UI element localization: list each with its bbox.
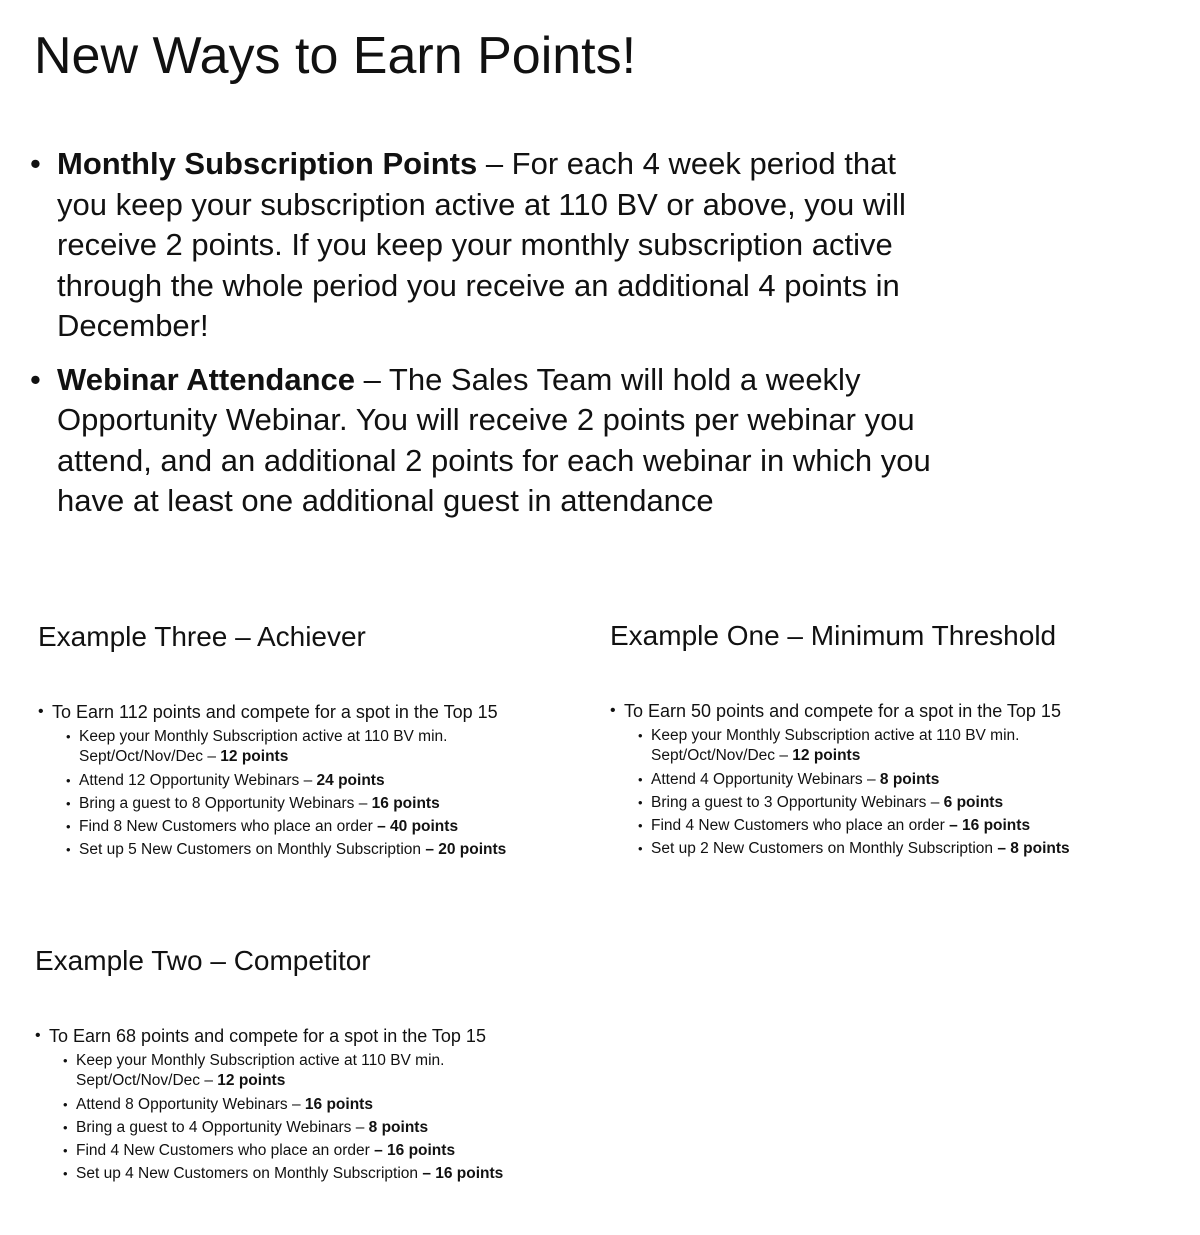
item-text: Sept/Oct/Nov/Dec –	[79, 748, 221, 766]
list-item	[638, 770, 1070, 790]
example-three-panel	[38, 620, 506, 860]
list-item	[66, 840, 506, 860]
item-text: Bring a guest to 8 Opportunity Webinars –	[79, 794, 372, 812]
item-text-line2	[79, 747, 506, 767]
list-item	[66, 727, 506, 767]
item-text-line2	[76, 1071, 503, 1091]
item-text: Attend 12 Opportunity Webinars –	[79, 771, 317, 789]
example-two-panel	[35, 944, 503, 1184]
item-points: 6 points	[943, 793, 1004, 811]
bullet-icon: •	[638, 771, 643, 787]
item-text: Keep your Monthly Subscription active at 110 BV min.	[76, 1052, 445, 1070]
item-text: Bring a guest to 3 Opportunity Webinars –	[651, 793, 944, 811]
list-item-monthly-subscription	[30, 144, 950, 347]
ways-to-earn-list	[30, 144, 950, 535]
example-intro	[35, 1024, 503, 1048]
bullet-icon: •	[63, 1166, 68, 1182]
bullet-icon: •	[66, 772, 71, 788]
example-items	[610, 726, 1070, 859]
list-item	[63, 1095, 503, 1115]
bullet-icon: •	[610, 702, 616, 719]
list-item	[638, 793, 1070, 813]
item-text: Sept/Oct/Nov/Dec –	[651, 747, 793, 765]
bullet-icon: •	[66, 795, 71, 811]
bullet-icon: •	[30, 361, 41, 397]
item-text: Attend 4 Opportunity Webinars –	[651, 770, 880, 788]
bullet-icon: •	[638, 841, 643, 857]
bullet-icon: •	[66, 729, 71, 745]
example-intro	[610, 699, 1070, 723]
list-item	[66, 771, 506, 791]
item-points: – 8 points	[997, 840, 1070, 858]
bullet-icon: •	[638, 794, 643, 810]
bullet-icon: •	[63, 1143, 68, 1159]
item-text-line2	[651, 746, 1070, 766]
bullet-icon: •	[66, 819, 71, 835]
bullet-icon: •	[35, 1027, 41, 1044]
list-item	[63, 1118, 503, 1138]
item-text: Find 4 New Customers who place an order	[651, 817, 950, 835]
example-intro	[38, 700, 506, 724]
example-items	[38, 727, 506, 860]
item-text: – For each 4 week period that you keep your subscription active at 110 BV or above, you will receive 2 points. If you keep your monthly subscription active through the whole period you receive an additional 4 points in December!	[57, 146, 906, 343]
item-text: Find 8 New Customers who place an order	[79, 818, 378, 836]
item-points: – 16 points	[374, 1142, 456, 1160]
item-text: Keep your Monthly Subscription active at 110 BV min.	[651, 727, 1020, 745]
list-item	[63, 1141, 503, 1161]
item-points: 12 points	[217, 1072, 286, 1090]
bullet-icon: •	[63, 1096, 68, 1112]
list-item	[638, 816, 1070, 836]
item-text: Sept/Oct/Nov/Dec –	[76, 1072, 218, 1090]
bullet-icon: •	[63, 1119, 68, 1135]
intro-text: To Earn 68 points and compete for a spot in the Top 15	[49, 1026, 486, 1046]
example-title: Example Three – Achiever	[38, 621, 366, 652]
example-items	[35, 1051, 503, 1184]
example-title: Example Two – Competitor	[35, 945, 371, 976]
list-item	[63, 1164, 503, 1184]
bullet-icon: •	[30, 146, 41, 181]
item-heading: Webinar Attendance	[57, 361, 355, 397]
item-points: 12 points	[792, 747, 861, 765]
item-text: Set up 2 New Customers on Monthly Subscription	[651, 840, 998, 858]
item-text: Attend 8 Opportunity Webinars –	[76, 1095, 305, 1113]
list-item-webinar-attendance	[30, 360, 950, 522]
bullet-icon: •	[63, 1053, 68, 1069]
bullet-icon: •	[66, 842, 71, 858]
list-item	[638, 726, 1070, 766]
list-item	[63, 1051, 503, 1091]
item-points: – 16 points	[422, 1165, 504, 1183]
item-points: 8 points	[879, 770, 940, 788]
example-title: Example One – Minimum Threshold	[610, 620, 1057, 651]
item-heading: Monthly Subscription Points	[57, 146, 478, 181]
item-points: 24 points	[316, 771, 385, 789]
item-points: – 40 points	[377, 818, 459, 836]
item-points: – 20 points	[425, 841, 507, 859]
list-item	[638, 839, 1070, 859]
item-points: 12 points	[220, 748, 289, 766]
item-points: 8 points	[368, 1118, 429, 1136]
bullet-icon: •	[38, 703, 44, 720]
intro-text: To Earn 112 points and compete for a spot in the Top 15	[52, 702, 498, 722]
item-points: – 16 points	[949, 817, 1031, 835]
list-item	[66, 817, 506, 837]
bullet-icon: •	[638, 728, 643, 744]
example-one-panel	[610, 619, 1070, 859]
item-text: Set up 4 New Customers on Monthly Subscription	[76, 1165, 423, 1183]
item-text: Set up 5 New Customers on Monthly Subscription	[79, 841, 426, 859]
item-points: 16 points	[371, 794, 440, 812]
list-item	[66, 794, 506, 814]
bullet-icon: •	[638, 818, 643, 834]
item-text: – The Sales Team will hold a weekly Opportunity Webinar. You will receive 2 points per webinar you attend, and an additional 2 points for each webinar in which you have at least one additional guest in attendance	[57, 361, 931, 518]
item-points: 16 points	[304, 1095, 373, 1113]
intro-text: To Earn 50 points and compete for a spot in the Top 15	[624, 701, 1061, 721]
page-title: New Ways to Earn Points!	[34, 27, 637, 85]
item-text: Keep your Monthly Subscription active at 110 BV min.	[79, 728, 448, 746]
item-text: Bring a guest to 4 Opportunity Webinars –	[76, 1118, 369, 1136]
item-text: Find 4 New Customers who place an order	[76, 1142, 375, 1160]
